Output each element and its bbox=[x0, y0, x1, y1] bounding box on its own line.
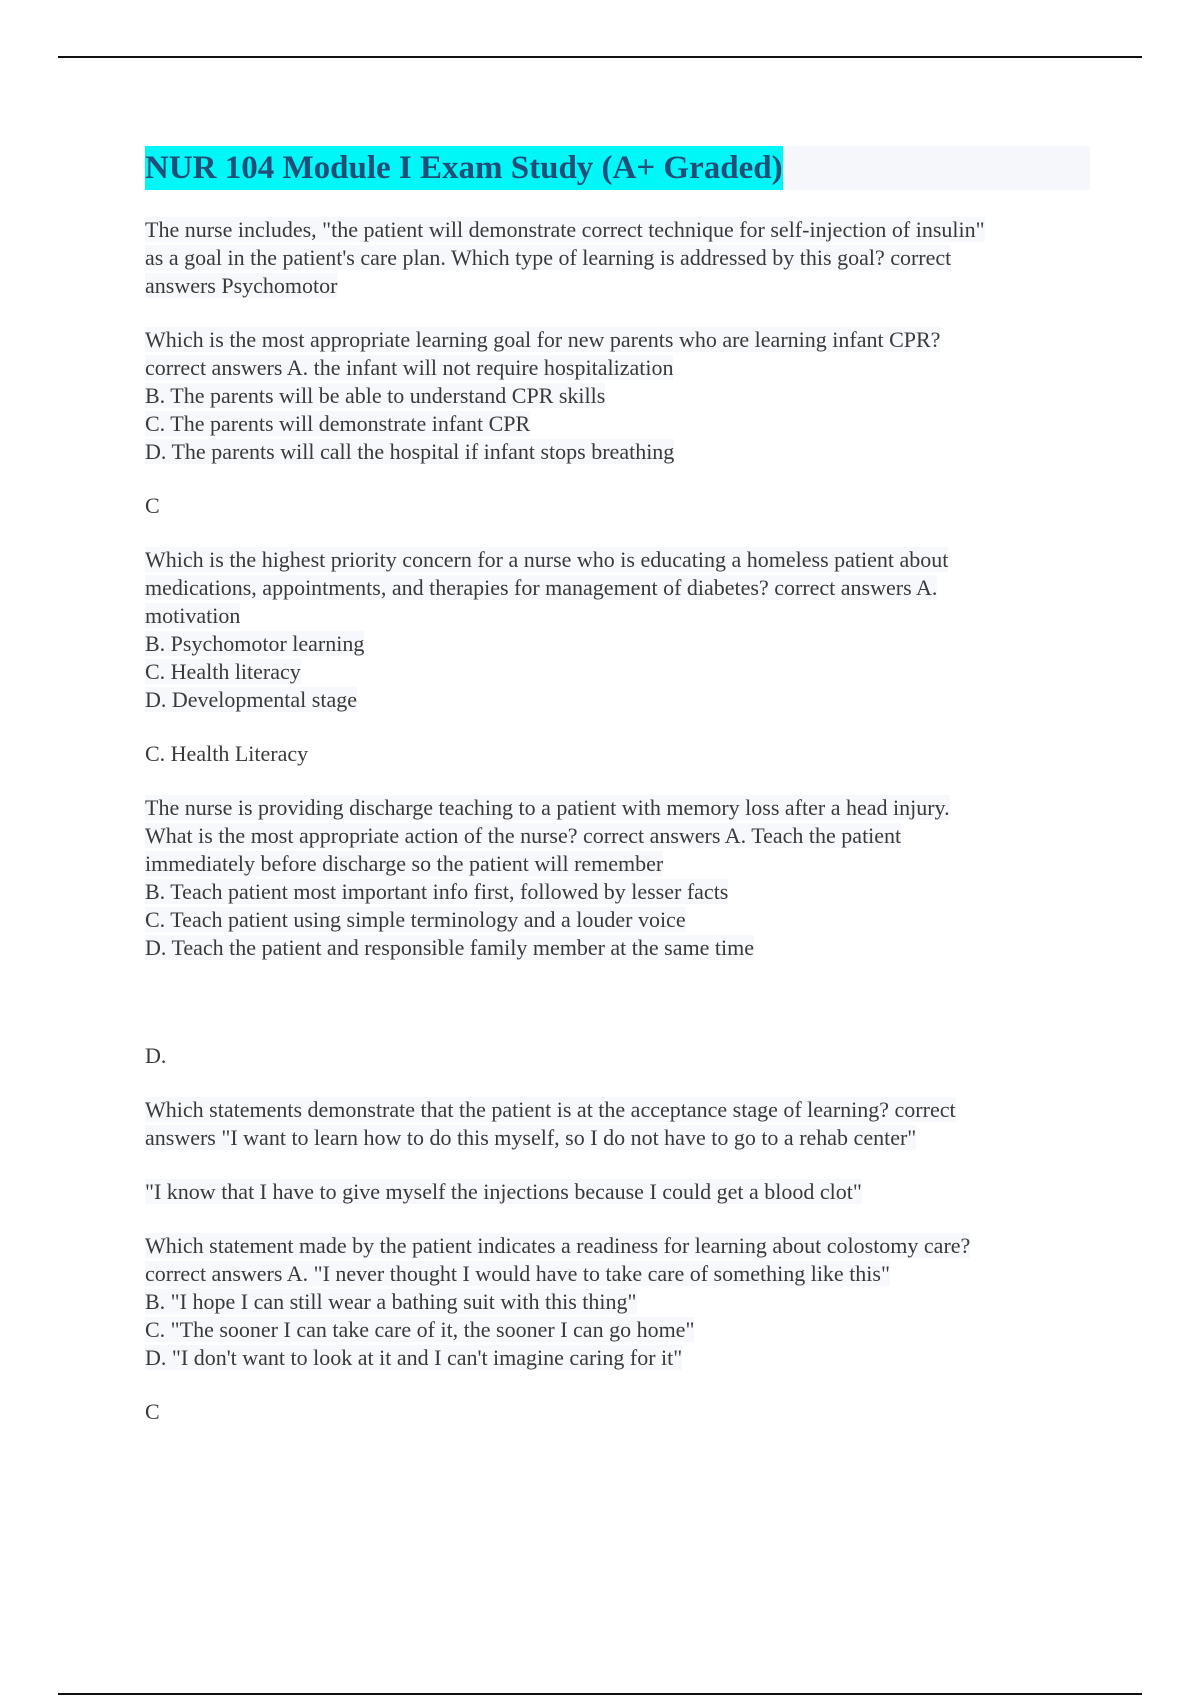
top-rule bbox=[58, 56, 1142, 58]
bottom-rule bbox=[58, 1693, 1142, 1695]
question-line: medications, appointments, and therapies for management of diabetes? correct answers A. bbox=[145, 575, 938, 600]
question-line: Which is the highest priority concern for a nurse who is educating a homeless patient about bbox=[145, 547, 949, 572]
question-line: The nurse is providing discharge teaching to a patient with memory loss after a head injury. bbox=[145, 795, 950, 820]
question-block-7 bbox=[145, 1232, 1090, 1372]
question-line: immediately before discharge so the patient will remember bbox=[145, 851, 664, 876]
question-line: as a goal in the patient's care plan. Which type of learning is addressed by this goal? correct bbox=[145, 245, 952, 270]
answer-3: C. Health Literacy bbox=[145, 741, 309, 766]
page-title: NUR 104 Module I Exam Study (A+ Graded) bbox=[145, 146, 783, 190]
document-body bbox=[145, 146, 1090, 1452]
option-line: C. "The sooner I can take care of it, the sooner I can go home" bbox=[145, 1317, 695, 1342]
question-block-2 bbox=[145, 326, 1090, 466]
option-line: C. Health literacy bbox=[145, 659, 301, 684]
option-line: B. The parents will be able to understand CPR skills bbox=[145, 383, 606, 408]
question-line: Which statements demonstrate that the patient is at the acceptance stage of learning? correct bbox=[145, 1097, 956, 1122]
spacer bbox=[145, 988, 1090, 1042]
question-line: correct answers A. the infant will not require hospitalization bbox=[145, 355, 674, 380]
question-block-1 bbox=[145, 216, 1090, 300]
question-block-3 bbox=[145, 546, 1090, 714]
question-line: "I know that I have to give myself the injections because I could get a blood clot" bbox=[145, 1179, 862, 1204]
option-line: C. The parents will demonstrate infant CPR bbox=[145, 411, 531, 436]
option-line: D. The parents will call the hospital if infant stops breathing bbox=[145, 439, 675, 464]
question-block-5 bbox=[145, 1096, 1090, 1152]
option-line: C. Teach patient using simple terminology and a louder voice bbox=[145, 907, 686, 932]
option-line: B. Teach patient most important info first, followed by lesser facts bbox=[145, 879, 729, 904]
answer-4: D. bbox=[145, 1043, 167, 1068]
option-line: B. Psychomotor learning bbox=[145, 631, 365, 656]
option-line: B. "I hope I can still wear a bathing suit with this thing" bbox=[145, 1289, 637, 1314]
question-line: motivation bbox=[145, 603, 241, 628]
answer-2: C bbox=[145, 493, 160, 518]
question-line: answers "I want to learn how to do this myself, so I do not have to go to a rehab center" bbox=[145, 1125, 917, 1150]
question-line: The nurse includes, "the patient will demonstrate correct technique for self-injection of insulin" bbox=[145, 217, 985, 242]
question-line: answers Psychomotor bbox=[145, 273, 338, 298]
title-band bbox=[145, 146, 1090, 190]
question-block-4 bbox=[145, 794, 1090, 962]
option-line: D. Teach the patient and responsible family member at the same time bbox=[145, 935, 754, 960]
option-line: D. "I don't want to look at it and I can't imagine caring for it" bbox=[145, 1345, 683, 1370]
question-line: Which statement made by the patient indicates a readiness for learning about colostomy care? bbox=[145, 1233, 971, 1258]
question-block-6 bbox=[145, 1178, 1090, 1206]
question-line: Which is the most appropriate learning goal for new parents who are learning infant CPR? bbox=[145, 327, 941, 352]
answer-7: C bbox=[145, 1399, 160, 1424]
question-line: correct answers A. "I never thought I would have to take care of something like this" bbox=[145, 1261, 890, 1286]
question-line: What is the most appropriate action of the nurse? correct answers A. Teach the patient bbox=[145, 823, 902, 848]
option-line: D. Developmental stage bbox=[145, 687, 357, 712]
